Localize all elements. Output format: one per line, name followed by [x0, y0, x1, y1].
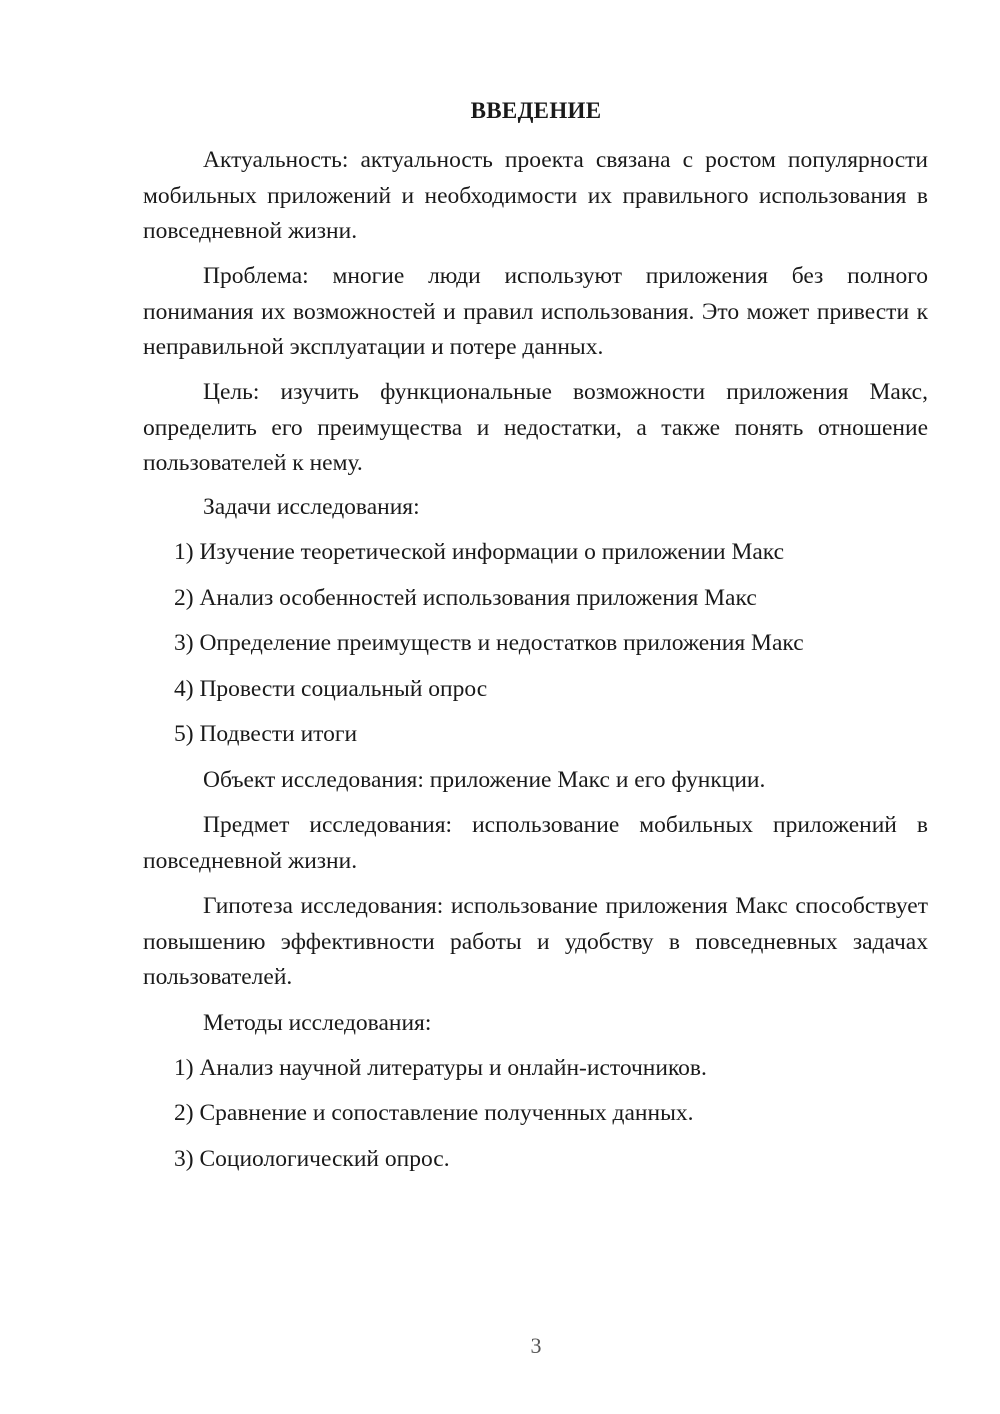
paragraph-hypothesis: Гипотеза исследования: использование приложения Макс способствует повышению эффективности работы и удобству в повседневных задачах пользователей.	[143, 893, 928, 990]
section-title: ВВЕДЕНИЕ	[470, 98, 602, 123]
task-item: 1) Изучение теоретической информации о приложении Макс	[174, 539, 785, 565]
research-object: Объект исследования: приложение Макс и его функции.	[203, 767, 766, 793]
paragraph-relevance: Актуальность: актуальность проекта связана с ростом популярности мобильных приложений и необходимости их правильного использования в повседневной жизни.	[143, 147, 928, 244]
method-item: 3) Социологический опрос.	[174, 1146, 450, 1172]
paragraph-goal: Цель: изучить функциональные возможности приложения Макс, определить его преимущества и недостатки, а также понять отношение пользователей к нему.	[143, 379, 928, 476]
paragraph-subject: Предмет исследования: использование мобильных приложений в повседневной жизни.	[143, 812, 928, 874]
task-item: 2) Анализ особенностей использования приложения Макс	[174, 585, 757, 611]
methods-heading: Методы исследования:	[203, 1010, 432, 1036]
method-item: 1) Анализ научной литературы и онлайн-источников.	[174, 1055, 707, 1081]
task-item: 3) Определение преимуществ и недостатков приложения Макс	[174, 630, 804, 656]
paragraph-problem: Проблема: многие люди используют приложения без полного понимания их возможностей и правил использования. Это может привести к неправильной эксплуатации и потере данных.	[143, 263, 928, 360]
task-item: 4) Провести социальный опрос	[174, 676, 488, 702]
tasks-heading: Задачи исследования:	[203, 494, 420, 520]
method-item: 2) Сравнение и сопоставление полученных данных.	[174, 1100, 694, 1126]
page-number: 3	[530, 1333, 542, 1358]
task-item: 5) Подвести итоги	[174, 721, 358, 747]
